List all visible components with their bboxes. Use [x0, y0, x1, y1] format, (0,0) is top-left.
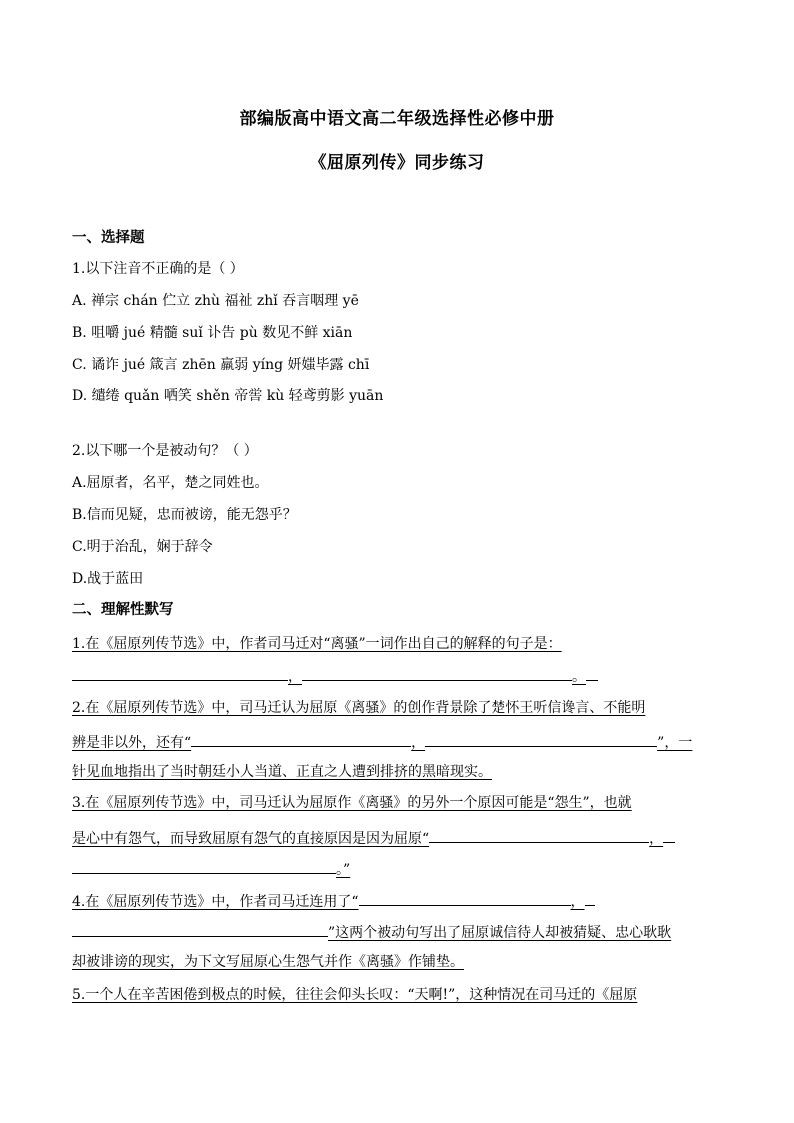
dictation-4-prompt-line3: 却被诽谤的现实，为下文写屈原心生怨气并作《离骚》作铺垫。 — [72, 954, 464, 970]
answer-blank[interactable] — [72, 920, 328, 937]
dictation-2-prompt-line3: 针见血地指出了当时朝廷小人当道、正直之人遭到排挤的黑暗现实。 — [72, 764, 492, 780]
dictation-1-prompt: 1.在《屈原列传节选》中，作者司马迁对“离骚”一词作出自己的解释的句子是： — [72, 636, 562, 652]
dictation-2-answer-line: 辨是非以外，还有“ ， ”，一 — [72, 730, 692, 753]
dictation-5-prompt-line1: 5.一个人在辛苦困倦到极点的时候，往往会仰头长叹：“天啊!”，这种情况在司马迁的《屈原 — [72, 987, 638, 1003]
dictation-3-prompt-line1: 3.在《屈原列传节选》中，司马迁认为屈原作《离骚》的另外一个原因可能是“怨生”，也就 — [72, 795, 632, 811]
answer-blank[interactable] — [425, 730, 657, 747]
dictation-3-answer-line2: 。” — [72, 857, 350, 880]
question-1-option-b: B. 咀嚼 jué 精髓 suǐ 讣告 pù 数见不鲜 xiān — [72, 325, 353, 341]
document-subtitle: 《屈原列传》同步练习 — [309, 153, 485, 173]
question-1-stem: 1.以下注音不正确的是（ ） — [72, 261, 244, 277]
dictation-4-answer-line: ”这两个被动句写出了屈原诚信待人却被猜疑、忠心耿耿 — [72, 920, 671, 943]
question-2-option-b: B.信而见疑，忠而被谤，能无怨乎？ — [72, 507, 297, 523]
answer-blank[interactable] — [359, 889, 571, 906]
document-title: 部编版高中语文高二年级选择性必修中册 — [239, 109, 555, 129]
section-heading-choice: 一、选择题 — [72, 230, 145, 246]
dictation-2-prompt-line1: 2.在《屈原列传节选》中，司马迁认为屈原《离骚》的创作背景除了楚怀王听信谗言、不能明 — [72, 700, 646, 716]
dictation-3-answer-line: 是心中有怨气，而导致屈原有怨气的直接原因是因为屈原“ ， — [72, 826, 675, 849]
answer-blank[interactable] — [429, 826, 649, 843]
answer-blank[interactable] — [302, 664, 572, 681]
question-2-stem: 2.以下哪一个是被动句？（ ） — [72, 443, 258, 459]
answer-blank[interactable] — [191, 730, 411, 747]
question-2-option-d: D.战于蓝田 — [72, 571, 144, 587]
dictation-1-answer-line: ， 。 — [72, 664, 598, 687]
question-1-option-c: C. 谲诈 jué 箴言 zhēn 羸弱 yíng 妍媸毕露 chī — [72, 357, 370, 373]
dictation-4-prompt-line1: 4.在《屈原列传节选》中，作者司马迁连用了“ ， — [72, 889, 595, 912]
section-heading-dictation: 二、理解性默写 — [72, 602, 174, 618]
question-1-option-a: A. 禅宗 chán 伫立 zhù 福祉 zhǐ 吞言咽理 yē — [72, 293, 359, 309]
answer-blank[interactable] — [72, 857, 336, 874]
answer-blank[interactable] — [72, 664, 288, 681]
question-1-option-d: D. 缱绻 quǎn 哂笑 shěn 帝喾 kù 轻鸢剪影 yuān — [72, 388, 384, 404]
question-2-option-c: C.明于治乱，娴于辞令 — [72, 539, 213, 555]
question-2-option-a: A.屈原者，名平，楚之同姓也。 — [72, 475, 269, 491]
